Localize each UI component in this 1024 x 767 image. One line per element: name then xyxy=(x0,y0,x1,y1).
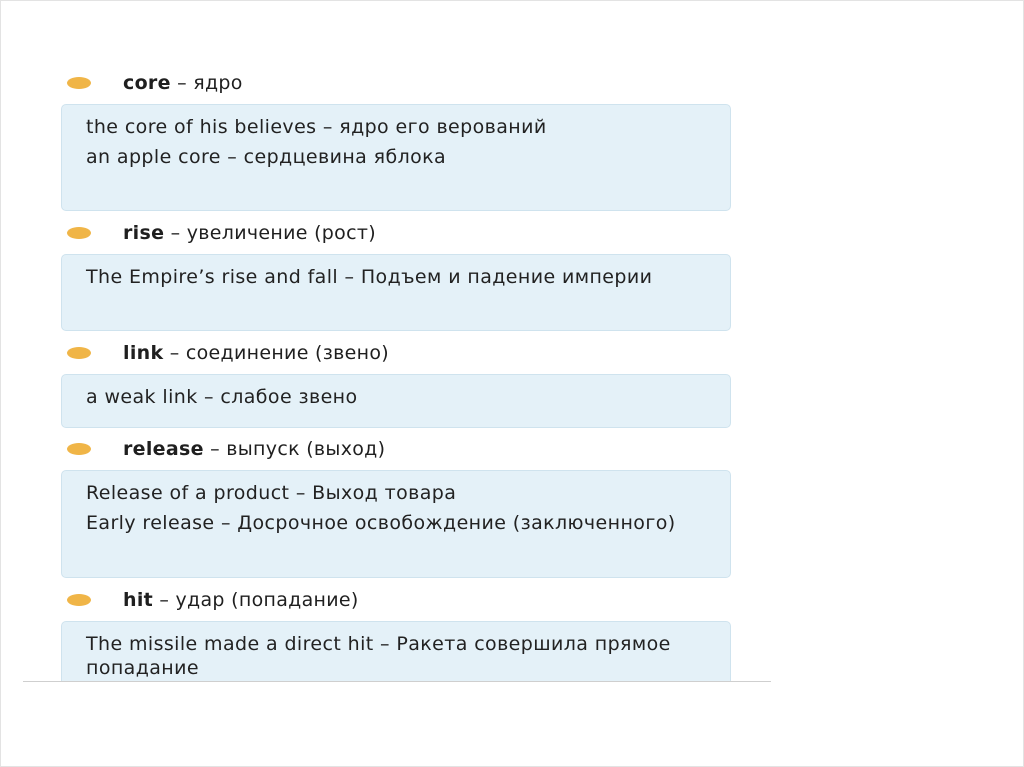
term-translation: – соединение (звено) xyxy=(163,342,389,364)
example-text: an apple core – сердцевина яблока xyxy=(86,146,447,168)
term-word: rise xyxy=(123,222,165,244)
example-card xyxy=(61,374,731,428)
bullet-dot-icon xyxy=(67,443,91,455)
example-text: the core of his believes – ядро его верований xyxy=(86,116,547,138)
term-translation: – увеличение (рост) xyxy=(164,222,376,244)
term-word: hit xyxy=(123,589,154,611)
term-translation: – удар (попадание) xyxy=(153,589,359,611)
example-text: a weak link – слабое звено xyxy=(86,386,358,408)
term-heading xyxy=(123,438,385,460)
bullet-dot-icon xyxy=(67,594,91,606)
term-word: link xyxy=(123,342,164,364)
term-word: core xyxy=(123,72,171,94)
example-text: The missile made a direct hit – Ракета совершила прямое попадание xyxy=(86,633,671,679)
example-text: Early release – Досрочное освобождение (заключенного) xyxy=(86,512,676,534)
term-translation: – выпуск (выход) xyxy=(203,438,386,460)
vocabulary-list xyxy=(23,56,771,682)
example-card xyxy=(61,254,731,331)
example-card xyxy=(61,470,731,578)
term-translation: – ядро xyxy=(170,72,243,94)
example-text: The Empire’s rise and fall – Подъем и падение империи xyxy=(86,266,653,288)
bullet-dot-icon xyxy=(67,77,91,89)
term-heading xyxy=(123,342,389,364)
term-heading xyxy=(123,72,243,94)
example-card xyxy=(61,104,731,211)
term-heading xyxy=(123,222,376,244)
divider xyxy=(23,681,771,682)
term-heading xyxy=(123,589,359,611)
example-text: Release of a product – Выход товара xyxy=(86,482,457,504)
term-word: release xyxy=(123,438,204,460)
bullet-dot-icon xyxy=(67,227,91,239)
bullet-dot-icon xyxy=(67,347,91,359)
example-card xyxy=(61,621,731,682)
